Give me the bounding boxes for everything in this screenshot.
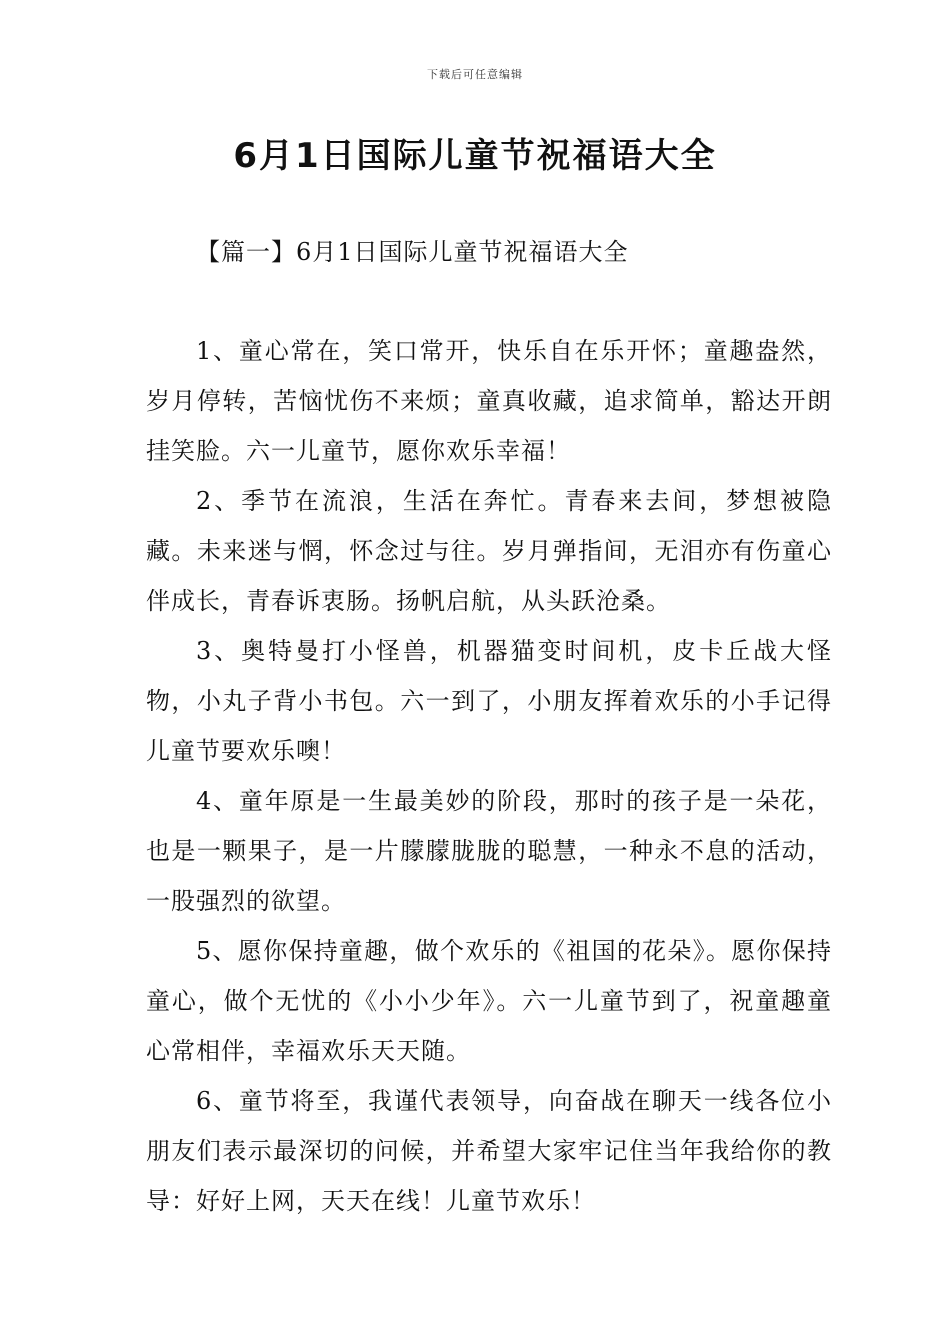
section-heading: 【篇一】6月1日国际儿童节祝福语大全 bbox=[196, 238, 629, 266]
document-title: 6月1日国际儿童节祝福语大全 bbox=[233, 136, 717, 176]
paragraph-6: 6、童节将至，我谨代表领导，向奋战在聊天一线各位小朋友们表示最深切的问候，并希望大家牢记住当年我给你的教导：好好上网，天天在线！儿童节欢乐！ bbox=[146, 1087, 832, 1215]
header-note: 下载后可任意编辑 bbox=[427, 68, 523, 81]
paragraph-1: 1、童心常在，笑口常开，快乐自在乐开怀；童趣盎然，岁月停转，苦恼忧伤不来烦；童真收藏，追求简单，豁达开朗挂笑脸。六一儿童节，愿你欢乐幸福！ bbox=[146, 337, 832, 465]
body-text bbox=[146, 326, 832, 1226]
paragraph-4: 4、童年原是一生最美妙的阶段，那时的孩子是一朵花，也是一颗果子，是一片朦朦胧胧的聪慧，一种永不息的活动，一股强烈的欲望。 bbox=[146, 787, 832, 915]
paragraph-2: 2、季节在流浪，生活在奔忙。青春来去间，梦想被隐藏。未来迷与惘，怀念过与往。岁月弹指间，无泪亦有伤童心伴成长，青春诉衷肠。扬帆启航，从头跃沧桑。 bbox=[146, 487, 832, 615]
paragraph-3: 3、奥特曼打小怪兽，机器猫变时间机，皮卡丘战大怪物，小丸子背小书包。六一到了，小朋友挥着欢乐的小手记得儿童节要欢乐噢！ bbox=[146, 637, 832, 765]
paragraph-5: 5、愿你保持童趣，做个欢乐的《祖国的花朵》。愿你保持童心，做个无忧的《小小少年》。六一儿童节到了，祝童趣童心常相伴，幸福欢乐天天随。 bbox=[146, 937, 832, 1065]
